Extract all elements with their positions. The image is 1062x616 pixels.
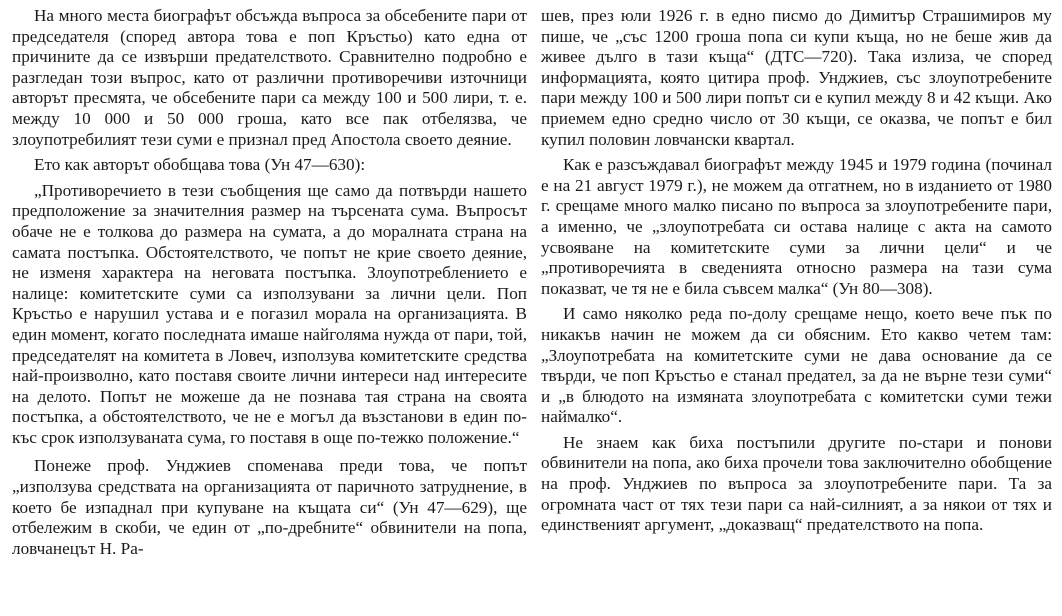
paragraph-other-accusers: Не знаем как биха постъпили другите по-стари и понови обвинители на попа, ако биха прочели това заключително обобщение на проф. Унджиев по въпроса за злоупотребените пари. Та за огромната част от тях тези пари са най-силният, а за някои от тях и единственият аргумент, „доказващ“ предателството на попа. xyxy=(541,432,1052,535)
paragraph-prof-undzhiev-mention: Понеже проф. Унджиев споменава преди това, че попът „използува средствата на организацията от паричното затруднение, в което бе изпаднал при купуване на къщата си“ (Ун 47—629), ще отбележим в скоби, че един от „по-дребните“ обвинители на попа, ловчанецът Н. Ра- xyxy=(12,456,527,558)
paragraph-biographer-1945-1979: Как е разсъждавал биографът между 1945 и 1979 година (починал е на 21 август 1979 г.), не можем да отгатнем, но в изданието от 1980 г. срещаме много малко писано по въпроса за злоупотребените пари, а именно, че „злоупотребата си остава налице с акта на самото усвояване на комитетските суми за лични цели“ и че „противоречията в сведенията относно размера на тази сума показват, че тя не е била съвсем малка“ (Ун 80—308). xyxy=(541,155,1052,298)
paragraph-rashev-letter: шев, през юли 1926 г. в едно писмо до Димитър Страшимиров му пише, че „със 1200 гроша попа си купи къща, но не беше жив да живее дълго в тази къща“ (ДТС—720). Така излиза, че според информацията, която цитира проф. Унджиев, със злоупотребените пари между 100 и 500 лири попът си е купил между 8 и 42 къщи. Ако приемем едно средно число от 30 къщи, се оказва, че попът е бил купил половин ловчански квартал. xyxy=(541,6,1052,149)
paragraph-quote-contradiction: „Противоречието в тези съобщения ще само да потвърди нашето предположение за значителния размер на търсената сума. Въпросът обаче не е толкова до размера на сумата, а до моралната страна на самата постъпка. Обстоятелството, че попът не крие своето деяние, не изменя характера на неговата постъпка. Злоупотреблението е налице: комитетските суми са използувани за лични цели. Поп Кръстьо е нарушил устава и е погазил морала на организацията. В един момент, когато последната имаше найголяма нужда от пари, той, председателят на комитета в Ловеч, използува комитетските средства най-произволно, като поставя своите лични интереси над интересите на делото. Попът не можеше да не познава тая страна на своята постъпка, а обстоятелството, че не е могъл да възстанови в един по-къс срок използуваната сума, го поставя в още по-тежко положение.“ xyxy=(12,180,527,447)
paragraph-author-summary-intro: Ето как авторът обобщава това (Ун 47—630): xyxy=(34,155,366,175)
left-column xyxy=(12,6,527,564)
right-column xyxy=(541,6,1052,541)
paragraph-few-lines-below: И само няколко реда по-долу срещаме нещо, което вече пък по никакъв начин не можем да си обясним. Ето какво четем там: „Злоупотребата на комитетските суми не дава основание да се твърди, че поп Кръстьо е станал предател, за да не върне тези суми“ и „в блюдото на измяната злоупотребата с комитетски суми тежи наймалко“. xyxy=(541,304,1052,427)
paragraph-biographer-discussion: На много места биографът обсъжда въпроса за обсебените пари от председателя (според автора това е поп Кръстьо) като една от причините да се извърши предателството. Сравнително подробно е разгледан този въпрос, като от различни противоречиви източници авторът пресмята, че обсебените пари са между 100 и 500 лири, т. е. между 10 000 и 50 000 гроша, като все пак отбелязва, че злоупотребилият тези суми е признал пред Апостола своето деяние. xyxy=(12,6,527,149)
